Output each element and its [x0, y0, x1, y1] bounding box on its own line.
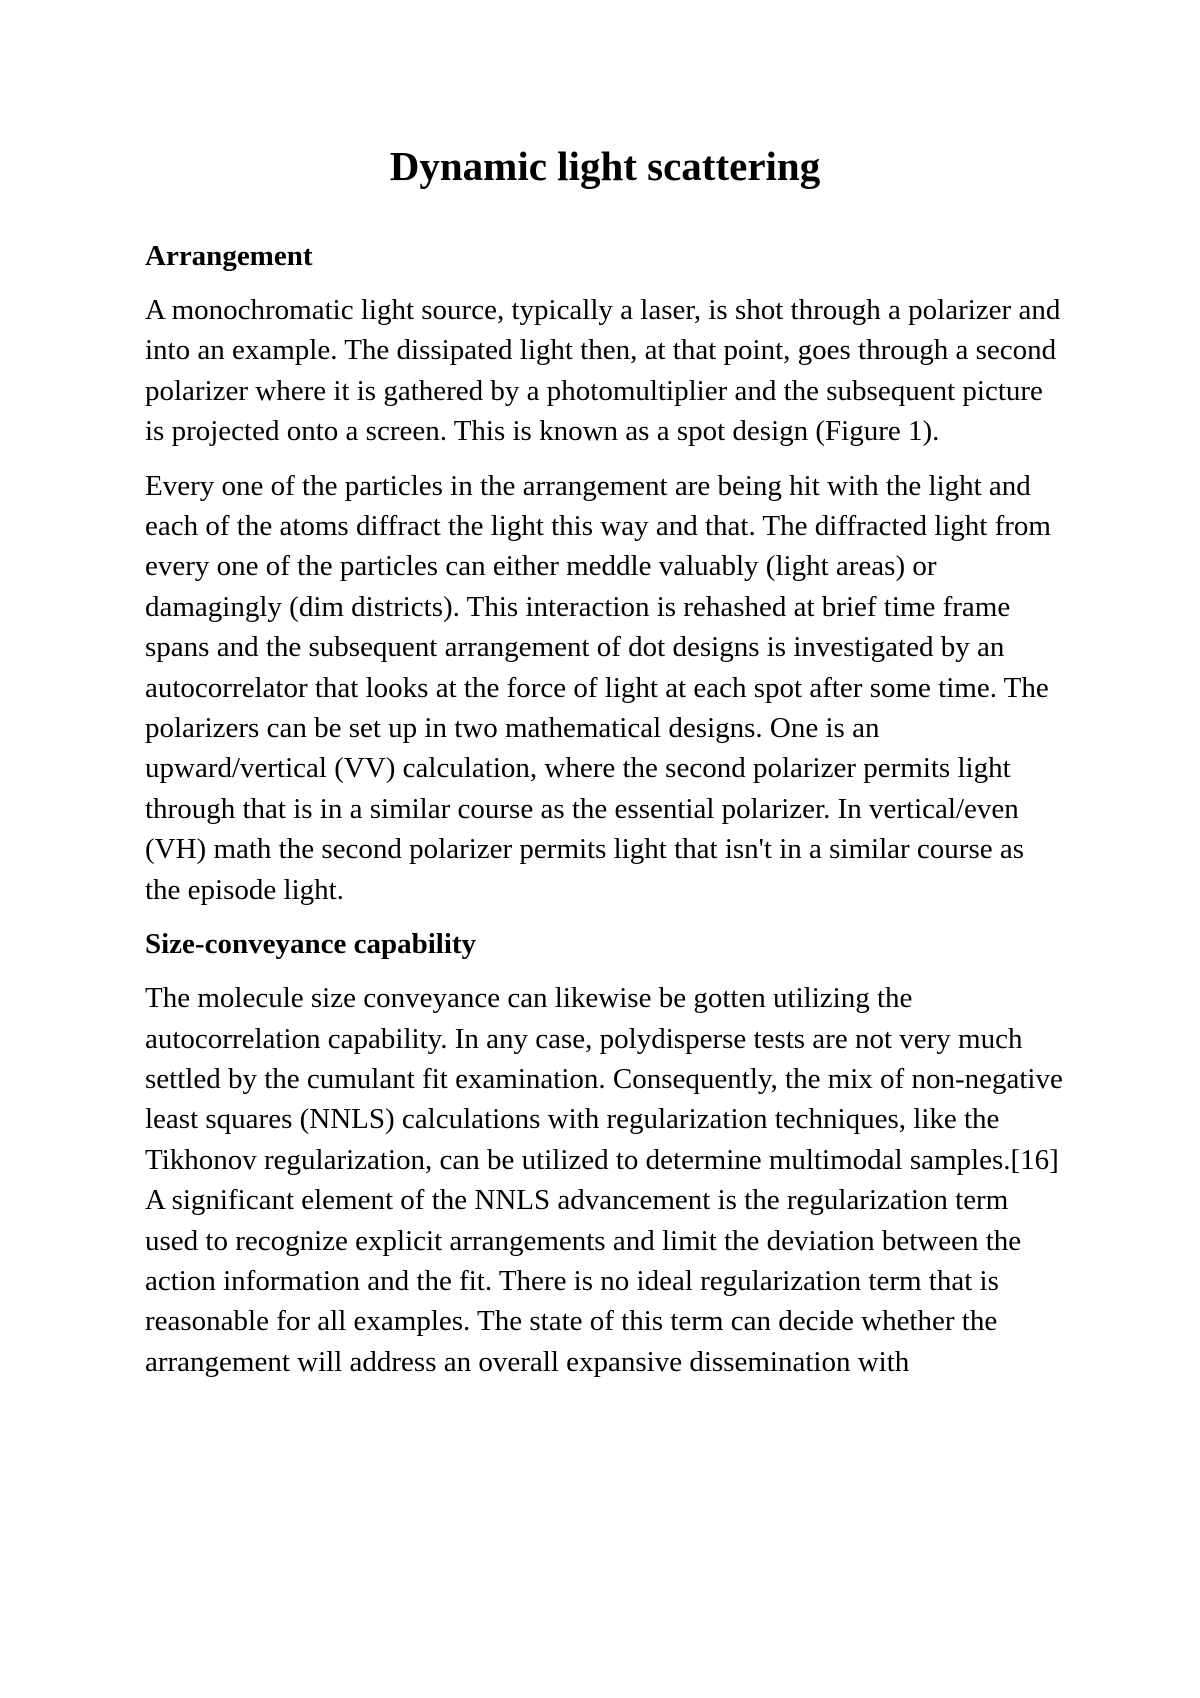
page-title: Dynamic light scattering — [389, 143, 821, 189]
paragraph: The molecule size conveyance can likewise be gotten utilizing the autocorrelation capability. In any case, polydisperse tests are not very much settled by the cumulant fit examination. Consequently, the mix of non-negative least squares (NNLS) calculations with regularization techniques, like the Tikhonov regularization, can be utilized to determine multimodal samples.[16] A significant element of the NNLS advancement is the regularization term used to recognize explicit arrangements and limit the deviation between the action information and the fit. There is no ideal regularization term that is reasonable for all examples. The state of this term can decide whether the arrangement will address an overall expansive dissemination with — [145, 982, 1063, 1378]
document-content — [145, 140, 1065, 1396]
paragraph: A monochromatic light source, typically a laser, is shot through a polarizer and into an example. The dissipated light then, at that point, goes through a second polarizer where it is gathered by a photomultiplier and the subsequent picture is projected onto a screen. This is known as a spot design (Figure 1). — [145, 294, 1061, 448]
section-heading-size-conveyance: Size-conveyance capability — [145, 928, 477, 961]
section-heading-arrangement: Arrangement — [145, 240, 313, 272]
paragraph: Every one of the particles in the arrangement are being hit with the light and each of the atoms diffract the light this way and that. The diffracted light from every one of the particles can either meddle valuably (light areas) or damagingly (dim districts). This interaction is rehashed at brief time frame spans and the subsequent arrangement of dot designs is investigated by an autocorrelator that looks at the force of light at each spot after some time. The polarizers can be set up in two mathematical designs. One is an upward/vertical (VV) calculation, where the second polarizer permits light through that is in a similar course as the essential polarizer. In vertical/even (VH) math the second polarizer permits light that isn't in a similar course as the episode light. — [145, 469, 1051, 906]
